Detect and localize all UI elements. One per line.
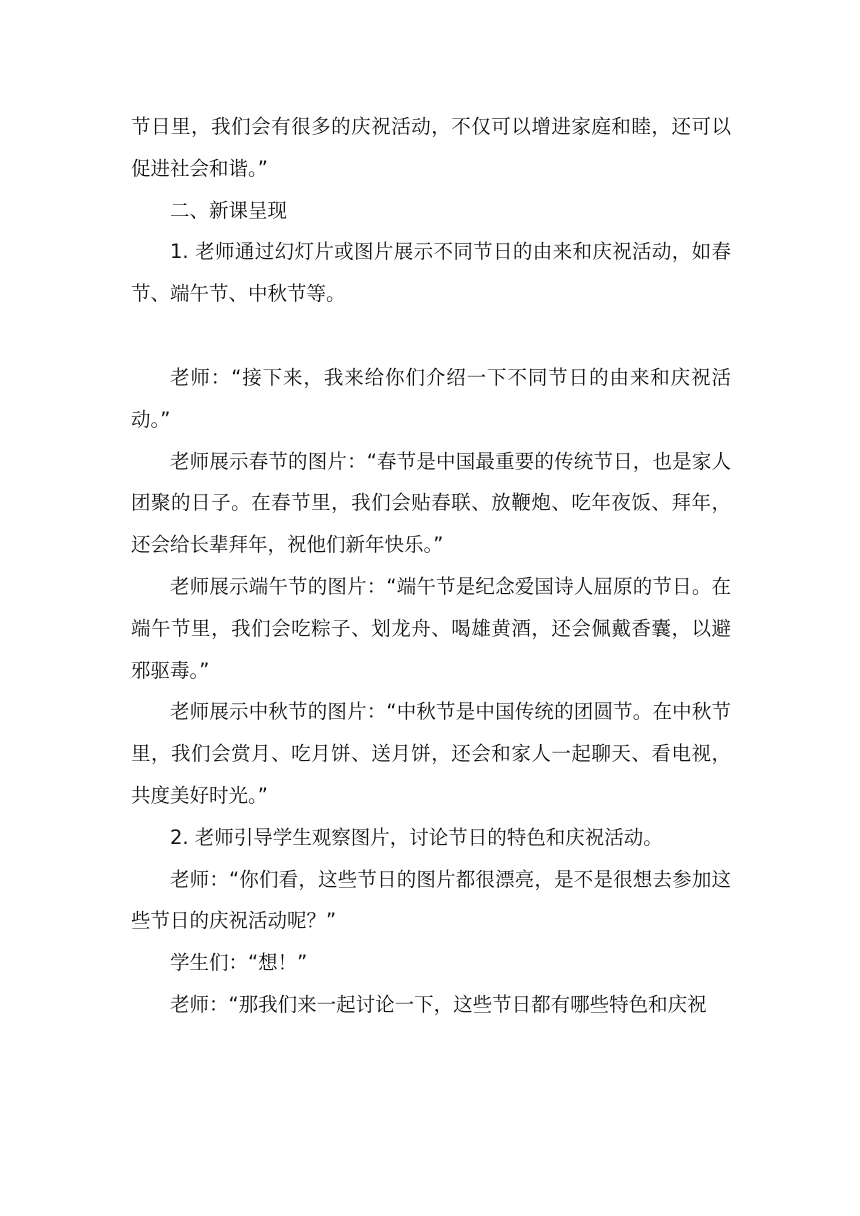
paragraph-dragon-boat-festival: 老师展示端午节的图片：“端午节是纪念爱国诗人屈原的节日。在端午节里，我们会吃粽子、划龙舟、喝雄黄酒，还会佩戴香囊，以避邪驱毒。” <box>131 574 731 682</box>
paragraph-step-1: 1. 老师通过幻灯片或图片展示不同节日的由来和庆祝活动，如春节、端午节、中秋节等。 <box>131 240 731 306</box>
paragraph-teacher-question: 老师：“你们看，这些节日的图片都很漂亮，是不是很想去参加这些节日的庆祝活动呢？” <box>131 867 731 933</box>
paragraph-intro-continued: 节日里，我们会有很多的庆祝活动，不仅可以增进家庭和睦，还可以促进社会和谐。” <box>131 115 731 180</box>
paragraph-spring-festival: 老师展示春节的图片：“春节是中国最重要的传统节日，也是家人团聚的日子。在春节里，我们会贴春联、放鞭炮、吃年夜饭、拜年，还会给长辈拜年，祝他们新年快乐。” <box>131 449 731 557</box>
paragraph-mid-autumn-festival: 老师展示中秋节的图片：“中秋节是中国传统的团圆节。在中秋节里，我们会赏月、吃月饼、送月饼，还会和家人一起聊天、看电视，共度美好时光。” <box>131 700 731 807</box>
blank-line <box>131 315 731 357</box>
section-heading-new-lesson: 二、新课呈现 <box>170 198 288 222</box>
document-page <box>131 106 731 1026</box>
paragraph-step-2: 2. 老师引导学生观察图片，讨论节日的特色和庆祝活动。 <box>170 825 663 849</box>
paragraph-teacher-intro: 老师：“接下来，我来给你们介绍一下不同节日的由来和庆祝活动。” <box>131 365 731 431</box>
paragraph-students-answer: 学生们：“想！” <box>170 951 308 975</box>
paragraph-teacher-discussion: 老师：“那我们来一起讨论一下，这些节日都有哪些特色和庆祝 <box>170 992 707 1016</box>
